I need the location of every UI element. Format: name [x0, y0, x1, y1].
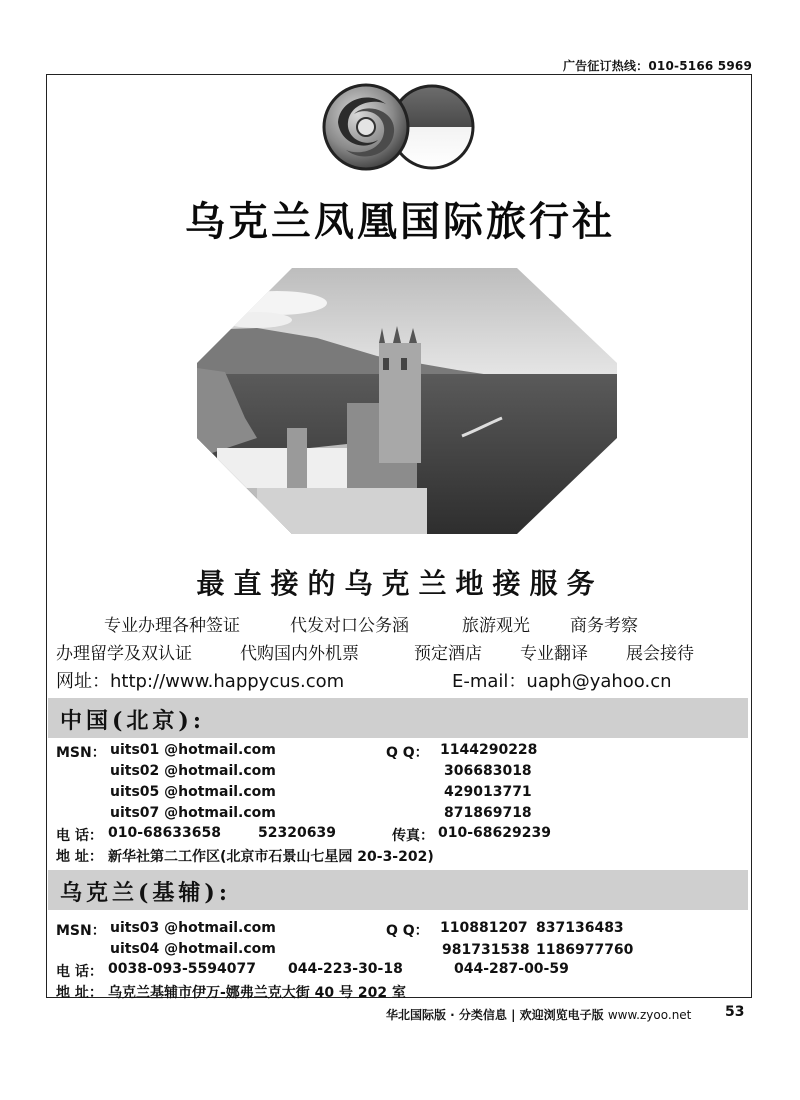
ukraine-qq-3: 981731538: [442, 942, 530, 958]
china-address-label: 地 址：: [56, 849, 103, 865]
website-link[interactable]: 网址：http://www.happycus.com: [56, 671, 345, 692]
ukraine-phone-label: 电 话：: [56, 964, 103, 980]
service-tourism: 旅游观光: [462, 616, 530, 636]
ad-hotline: 广告征订热线：010-5166 5969: [562, 59, 752, 73]
china-qq-2: 306683018: [444, 763, 532, 779]
service-slogan: 最直接的乌克兰地接服务: [196, 567, 604, 600]
ukraine-qq-1: 110881207: [440, 920, 528, 936]
page-footer: [386, 1006, 691, 1023]
china-heading: 中国(北京):: [60, 708, 205, 734]
china-fax: 010-68629239: [438, 825, 551, 841]
service-invitation: 代发对口公务涵: [290, 616, 409, 636]
china-phone-1: 010-68633658: [108, 825, 221, 841]
ukraine-qq-label: Q Q：: [386, 923, 429, 939]
china-msn-2[interactable]: uits02 @hotmail.com: [110, 763, 276, 779]
china-qq-4: 871869718: [444, 805, 532, 821]
china-phone-label: 电 话：: [56, 828, 103, 844]
ukraine-msn-1[interactable]: uits03 @hotmail.com: [110, 920, 276, 936]
email-link[interactable]: E-mail：uaph@yahoo.cn: [452, 671, 672, 692]
ukraine-heading: 乌克兰(基辅):: [60, 880, 231, 906]
china-qq-1: 1144290228: [440, 742, 538, 758]
service-tickets: 代购国内外机票: [240, 644, 359, 664]
ukraine-msn-label: MSN：: [56, 923, 106, 939]
china-address: 新华社第二工作区(北京市石景山七星园 20-3-202): [108, 849, 434, 865]
ukraine-qq-4: 1186977760: [536, 942, 634, 958]
footer-publication: 华北国际版 · 分类信息 | 欢迎浏览电子版: [386, 1008, 604, 1022]
china-phone-2: 52320639: [258, 825, 336, 841]
ukraine-phone-2: 044-223-30-18: [288, 961, 403, 977]
ukraine-address: 乌克兰基辅市伊万-娜弗兰克大街 40 号 202 室: [108, 985, 407, 1001]
ukraine-heading-band: [48, 870, 748, 910]
service-study: 办理留学及双认证: [56, 644, 192, 664]
china-msn-1[interactable]: uits01 @hotmail.com: [110, 742, 276, 758]
china-qq-label: Q Q：: [386, 745, 429, 761]
service-business: 商务考察: [570, 616, 638, 636]
service-hotel: 预定酒店: [414, 644, 482, 664]
page-number: 53: [725, 1004, 745, 1020]
china-qq-3: 429013771: [444, 784, 532, 800]
china-msn-label: MSN：: [56, 745, 106, 761]
castle-photo: [197, 268, 617, 534]
ukraine-qq-2: 837136483: [536, 920, 624, 936]
service-translation: 专业翻译: [520, 644, 588, 664]
china-msn-3[interactable]: uits05 @hotmail.com: [110, 784, 276, 800]
ukraine-phone-3: 044-287-00-59: [454, 961, 569, 977]
ukraine-msn-2[interactable]: uits04 @hotmail.com: [110, 941, 276, 957]
footer-site-link[interactable]: www.zyoo.net: [607, 1008, 692, 1022]
company-name: 乌克兰凤凰国际旅行社: [185, 199, 615, 245]
ukraine-phone-1: 0038-093-5594077: [108, 961, 256, 977]
phoenix-logo: [320, 82, 476, 172]
china-heading-band: [48, 698, 748, 738]
service-visa: 专业办理各种签证: [104, 616, 240, 636]
ukraine-address-label: 地 址：: [56, 985, 103, 1001]
china-fax-label: 传真：: [392, 828, 434, 844]
service-exhibition: 展会接待: [626, 644, 694, 664]
china-msn-4[interactable]: uits07 @hotmail.com: [110, 805, 276, 821]
